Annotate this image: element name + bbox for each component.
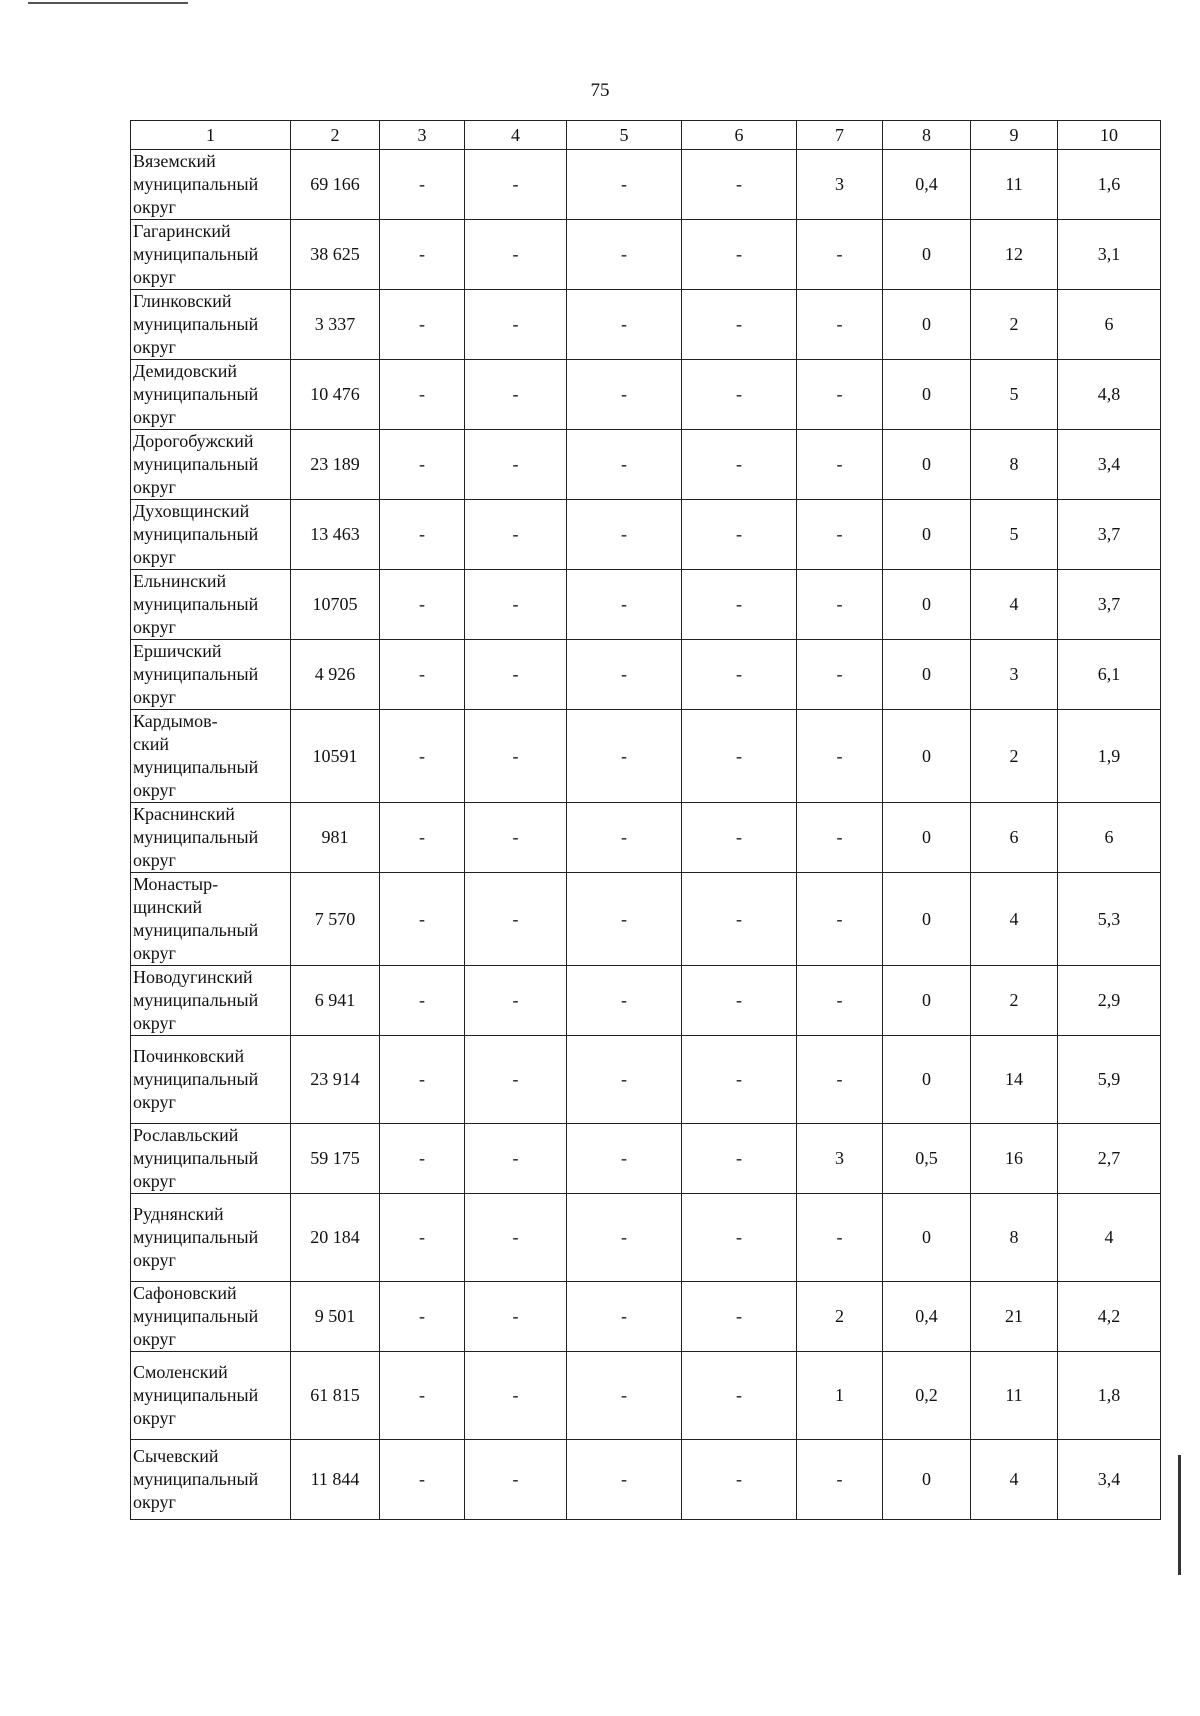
table-cell: -	[797, 430, 883, 500]
table-cell: 3,4	[1058, 430, 1161, 500]
table-cell: 13 463	[291, 500, 380, 570]
table-cell: -	[380, 1036, 465, 1124]
table-cell: 2	[971, 290, 1058, 360]
column-header: 7	[797, 121, 883, 150]
table-cell: -	[567, 360, 682, 430]
table-cell: -	[797, 803, 883, 873]
table-cell: 23 189	[291, 430, 380, 500]
table-cell: 0	[883, 1440, 971, 1520]
table-cell: -	[797, 873, 883, 966]
table-cell: -	[465, 220, 567, 290]
table-cell: 10591	[291, 710, 380, 803]
district-name-cell: Починковский муниципальный округ	[131, 1036, 291, 1124]
table-cell: 4	[971, 873, 1058, 966]
table-cell: -	[682, 640, 797, 710]
table-cell: 61 815	[291, 1352, 380, 1440]
table-cell: 7 570	[291, 873, 380, 966]
table-cell: -	[797, 290, 883, 360]
table-cell: -	[380, 290, 465, 360]
table-cell: -	[465, 640, 567, 710]
table-row	[131, 1124, 1161, 1194]
table-body	[131, 150, 1161, 1520]
table-cell: -	[465, 1036, 567, 1124]
table-cell: 4,2	[1058, 1282, 1161, 1352]
table-cell: 20 184	[291, 1194, 380, 1282]
table-cell: 3 337	[291, 290, 380, 360]
table-cell: -	[380, 1440, 465, 1520]
table-cell: -	[682, 1440, 797, 1520]
table-cell: 14	[971, 1036, 1058, 1124]
top-rule	[28, 2, 188, 4]
district-name-cell: Новодугинский муниципальный округ	[131, 966, 291, 1036]
table-cell: -	[567, 220, 682, 290]
table-cell: -	[380, 710, 465, 803]
table-cell: -	[567, 1036, 682, 1124]
district-name-cell: Вяземский муниципальный округ	[131, 150, 291, 220]
table-cell: 1,6	[1058, 150, 1161, 220]
table-cell: -	[465, 1352, 567, 1440]
header-row	[131, 121, 1161, 150]
column-header: 4	[465, 121, 567, 150]
table-cell: -	[567, 1352, 682, 1440]
district-name-cell: Руднянский муниципальный округ	[131, 1194, 291, 1282]
district-name-cell: Рославльский муниципальный округ	[131, 1124, 291, 1194]
table-cell: -	[682, 220, 797, 290]
table-cell: -	[380, 1124, 465, 1194]
table-cell: -	[380, 1194, 465, 1282]
table-cell: 5	[971, 360, 1058, 430]
table-cell: 1	[797, 1352, 883, 1440]
table-cell: -	[380, 220, 465, 290]
column-header: 6	[682, 121, 797, 150]
table-cell: -	[567, 150, 682, 220]
column-header: 1	[131, 121, 291, 150]
table-cell: -	[465, 803, 567, 873]
table-cell: 6	[1058, 290, 1161, 360]
table-cell: 0	[883, 873, 971, 966]
table-cell: -	[567, 430, 682, 500]
table-cell: 5	[971, 500, 1058, 570]
table-row	[131, 1440, 1161, 1520]
table-cell: -	[797, 570, 883, 640]
table-cell: 3,1	[1058, 220, 1161, 290]
table-cell: -	[682, 1124, 797, 1194]
table-cell: -	[797, 220, 883, 290]
table-cell: 3	[797, 150, 883, 220]
table-cell: 8	[971, 430, 1058, 500]
table-cell: 21	[971, 1282, 1058, 1352]
table-row	[131, 803, 1161, 873]
table-cell: -	[465, 710, 567, 803]
district-name-cell: Ельнинский муниципальный округ	[131, 570, 291, 640]
district-name-cell: Духовщинский муниципальный округ	[131, 500, 291, 570]
table-cell: 4,8	[1058, 360, 1161, 430]
column-header: 3	[380, 121, 465, 150]
table-cell: 8	[971, 1194, 1058, 1282]
table-cell: -	[682, 150, 797, 220]
table-cell: -	[567, 966, 682, 1036]
table-cell: -	[465, 1282, 567, 1352]
column-header: 5	[567, 121, 682, 150]
table-row	[131, 500, 1161, 570]
table-cell: -	[682, 1282, 797, 1352]
table-cell: 0	[883, 290, 971, 360]
column-header: 8	[883, 121, 971, 150]
table-cell: 2	[971, 710, 1058, 803]
table-cell: -	[567, 873, 682, 966]
table-cell: 0	[883, 430, 971, 500]
district-name-cell: Сычевский муниципальный округ	[131, 1440, 291, 1520]
table-row	[131, 150, 1161, 220]
table-container	[130, 120, 1161, 1520]
table-cell: -	[465, 150, 567, 220]
table-cell: -	[380, 1352, 465, 1440]
table-cell: 59 175	[291, 1124, 380, 1194]
table-cell: 4 926	[291, 640, 380, 710]
table-cell: -	[465, 500, 567, 570]
table-cell: -	[465, 570, 567, 640]
table-cell: 4	[971, 1440, 1058, 1520]
district-name-cell: Краснинский муниципальный округ	[131, 803, 291, 873]
table-cell: 2	[797, 1282, 883, 1352]
table-cell: 6	[971, 803, 1058, 873]
table-cell: -	[567, 803, 682, 873]
table-cell: 0,4	[883, 1282, 971, 1352]
table-cell: -	[682, 290, 797, 360]
table-cell: 0	[883, 640, 971, 710]
district-name-cell: Монастыр- щинский муниципальный округ	[131, 873, 291, 966]
table-row	[131, 1194, 1161, 1282]
table-cell: 0	[883, 803, 971, 873]
table-row	[131, 290, 1161, 360]
table-cell: -	[797, 500, 883, 570]
table-cell: 10705	[291, 570, 380, 640]
table-cell: 5,3	[1058, 873, 1161, 966]
data-table	[130, 120, 1161, 1520]
table-cell: -	[682, 1352, 797, 1440]
district-name-cell: Ершичский муниципальный округ	[131, 640, 291, 710]
table-cell: 2,7	[1058, 1124, 1161, 1194]
table-cell: 3	[797, 1124, 883, 1194]
table-cell: -	[682, 500, 797, 570]
table-row	[131, 1036, 1161, 1124]
table-cell: 6,1	[1058, 640, 1161, 710]
table-cell: -	[380, 966, 465, 1036]
table-cell: -	[682, 430, 797, 500]
table-cell: -	[465, 360, 567, 430]
table-row	[131, 966, 1161, 1036]
table-cell: 0	[883, 360, 971, 430]
table-cell: -	[465, 966, 567, 1036]
table-cell: -	[797, 1036, 883, 1124]
table-cell: 4	[971, 570, 1058, 640]
table-cell: 1,8	[1058, 1352, 1161, 1440]
table-cell: 4	[1058, 1194, 1161, 1282]
table-row	[131, 570, 1161, 640]
table-cell: 0	[883, 1194, 971, 1282]
table-cell: 3,7	[1058, 570, 1161, 640]
table-cell: 0,5	[883, 1124, 971, 1194]
table-cell: -	[567, 500, 682, 570]
table-cell: 2,9	[1058, 966, 1161, 1036]
table-row	[131, 360, 1161, 430]
table-cell: -	[682, 873, 797, 966]
district-name-cell: Дорогобужский муниципальный округ	[131, 430, 291, 500]
table-cell: 2	[971, 966, 1058, 1036]
table-cell: 0	[883, 966, 971, 1036]
table-cell: -	[380, 1282, 465, 1352]
table-cell: -	[797, 966, 883, 1036]
column-header: 10	[1058, 121, 1161, 150]
table-cell: -	[465, 1124, 567, 1194]
table-cell: 6 941	[291, 966, 380, 1036]
table-cell: -	[465, 873, 567, 966]
district-name-cell: Глинковский муниципальный округ	[131, 290, 291, 360]
table-cell: -	[380, 640, 465, 710]
district-name-cell: Смоленский муниципальный округ	[131, 1352, 291, 1440]
table-cell: 16	[971, 1124, 1058, 1194]
table-cell: -	[567, 290, 682, 360]
table-cell: 23 914	[291, 1036, 380, 1124]
district-name-cell: Демидовский муниципальный округ	[131, 360, 291, 430]
table-cell: 5,9	[1058, 1036, 1161, 1124]
table-cell: -	[567, 640, 682, 710]
column-header: 9	[971, 121, 1058, 150]
table-cell: -	[682, 803, 797, 873]
table-cell: -	[682, 570, 797, 640]
table-cell: 0,4	[883, 150, 971, 220]
table-cell: -	[465, 430, 567, 500]
table-cell: 981	[291, 803, 380, 873]
table-cell: -	[465, 1440, 567, 1520]
table-cell: 3,7	[1058, 500, 1161, 570]
table-cell: -	[567, 1124, 682, 1194]
table-cell: 0	[883, 570, 971, 640]
table-cell: -	[797, 1440, 883, 1520]
table-cell: 0	[883, 220, 971, 290]
district-name-cell: Кардымов- ский муниципальный округ	[131, 710, 291, 803]
table-cell: -	[380, 803, 465, 873]
table-cell: 0	[883, 500, 971, 570]
district-name-cell: Сафоновский муниципальный округ	[131, 1282, 291, 1352]
table-row	[131, 710, 1161, 803]
table-row	[131, 1352, 1161, 1440]
table-cell: -	[567, 1440, 682, 1520]
table-cell: -	[567, 1194, 682, 1282]
table-cell: 0,2	[883, 1352, 971, 1440]
table-cell: -	[380, 430, 465, 500]
table-cell: 0	[883, 710, 971, 803]
table-cell: -	[682, 1194, 797, 1282]
table-row	[131, 1282, 1161, 1352]
table-cell: 10 476	[291, 360, 380, 430]
table-cell: -	[567, 570, 682, 640]
table-cell: -	[797, 640, 883, 710]
table-cell: -	[380, 360, 465, 430]
table-cell: 38 625	[291, 220, 380, 290]
table-cell: 1,9	[1058, 710, 1161, 803]
table-cell: -	[380, 150, 465, 220]
table-cell: -	[465, 290, 567, 360]
table-cell: -	[380, 873, 465, 966]
table-cell: 9 501	[291, 1282, 380, 1352]
table-cell: 3	[971, 640, 1058, 710]
table-cell: -	[682, 360, 797, 430]
table-cell: 11 844	[291, 1440, 380, 1520]
table-cell: 3,4	[1058, 1440, 1161, 1520]
table-cell: -	[380, 570, 465, 640]
table-row	[131, 430, 1161, 500]
table-row	[131, 873, 1161, 966]
table-row	[131, 640, 1161, 710]
table-cell: -	[380, 500, 465, 570]
scan-edge-mark	[1178, 1455, 1181, 1575]
table-cell: -	[567, 710, 682, 803]
district-name-cell: Гагаринский муниципальный округ	[131, 220, 291, 290]
table-cell: -	[682, 1036, 797, 1124]
table-cell: -	[797, 360, 883, 430]
page-number: 75	[590, 80, 610, 101]
table-cell: 11	[971, 150, 1058, 220]
table-row	[131, 220, 1161, 290]
table-cell: -	[797, 710, 883, 803]
table-cell: -	[682, 966, 797, 1036]
table-cell: 69 166	[291, 150, 380, 220]
table-cell: 6	[1058, 803, 1161, 873]
table-cell: 0	[883, 1036, 971, 1124]
column-header: 2	[291, 121, 380, 150]
table-cell: -	[567, 1282, 682, 1352]
table-cell: -	[465, 1194, 567, 1282]
table-cell: 12	[971, 220, 1058, 290]
table-cell: 11	[971, 1352, 1058, 1440]
table-cell: -	[682, 710, 797, 803]
table-cell: -	[797, 1194, 883, 1282]
